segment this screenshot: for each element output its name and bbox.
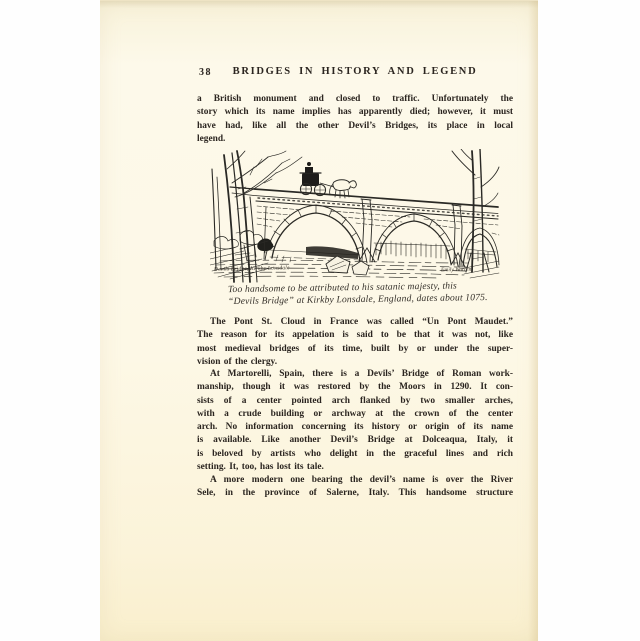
text-line: The Pont St. Cloud in France was called “Un Pont Maudet.” bbox=[210, 317, 513, 327]
text-line: is available. Like another Devil’s Bridge at Dolceaqua, Italy, it bbox=[197, 435, 513, 446]
text-line: is beloved by artists who delight in the graceful lines and rich bbox=[197, 448, 513, 459]
paragraph bbox=[197, 316, 513, 369]
artist-signature: Emily Warren bbox=[440, 266, 472, 274]
book-page bbox=[100, 0, 538, 641]
text-line: vision of the clergy. bbox=[197, 356, 278, 367]
text-line: The reason for its appelation is said to be that it was not, like bbox=[197, 330, 513, 341]
paragraph bbox=[197, 93, 513, 146]
text-line: setting. It, too, has lost its tale. bbox=[197, 462, 324, 473]
text-line: have had, like all the other Devil’s Bridges, its place in local bbox=[197, 120, 513, 131]
text-line: legend. bbox=[197, 133, 226, 144]
running-title: BRIDGES IN HISTORY AND LEGEND bbox=[232, 66, 478, 77]
text-line: most medieval bridges of its time, built by or under the super- bbox=[197, 343, 513, 354]
paragraph bbox=[197, 368, 513, 474]
text-line: with a crude building or archway at the crown of the center bbox=[197, 408, 513, 419]
text-line: Sele, in the province of Salerne, Italy. This handsome structure bbox=[197, 488, 513, 499]
text-line: sists of a center pointed arch flanked by two smaller arches, bbox=[197, 395, 513, 406]
text-line: Too handsome to be attributed to his satanic majesty, this bbox=[227, 280, 457, 296]
figure-caption bbox=[228, 280, 494, 308]
page-header bbox=[197, 66, 513, 77]
bridge-etching-drawing bbox=[210, 149, 502, 283]
text-line: manship, though it was restored by the Moors in 1290. It con- bbox=[197, 382, 513, 393]
text-line: A more modern one bearing the devil’s name is over the River bbox=[210, 475, 513, 485]
text-line: At Martorelli, Spain, there is a Devils’ Bridge of Roman work- bbox=[210, 369, 513, 379]
text-line: arch. No information concerning its history or origin of its name bbox=[197, 422, 513, 433]
paragraph bbox=[197, 474, 513, 501]
text-line: story which its name implies has apparently died; however, it must bbox=[197, 107, 513, 118]
page-number: 38 bbox=[199, 67, 212, 78]
text-line: a British monument and closed to traffic. Unfortunately the bbox=[197, 94, 513, 104]
bridge-illustration bbox=[210, 149, 502, 283]
figure-inscription: Devils Bridge, Kirkby Lonsdale bbox=[213, 265, 290, 273]
text-line: “Devils Bridge” at Kirkby Lonsdale, England, dates about 1075. bbox=[228, 291, 488, 307]
